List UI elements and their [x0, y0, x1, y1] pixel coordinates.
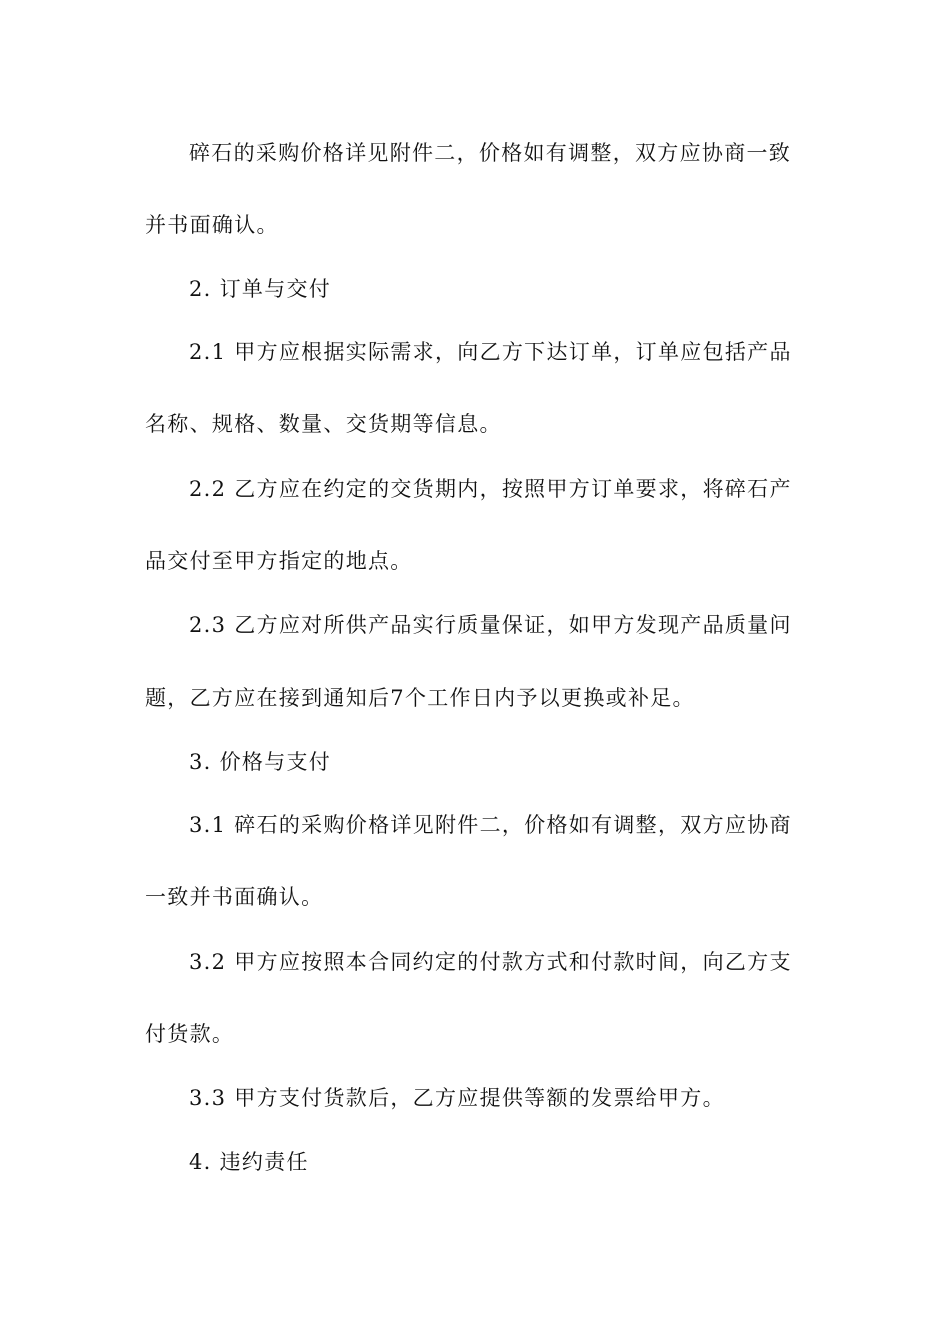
clause-2-3-line-1: 2.3 乙方应对所供产品实行质量保证，如甲方发现产品质量问: [189, 613, 792, 637]
paragraph-price-line-2: 并书面确认。: [145, 213, 279, 237]
section-heading-liability: 4. 违约责任: [189, 1150, 309, 1174]
clause-3-1-line-1: 3.1 碎石的采购价格详见附件二，价格如有调整，双方应协商: [189, 813, 792, 837]
clause-3-2-line-1: 3.2 甲方应按照本合同约定的付款方式和付款时间，向乙方支: [189, 950, 792, 974]
clause-2-2-line-1: 2.2 乙方应在约定的交货期内，按照甲方订单要求，将碎石产: [189, 477, 792, 501]
clause-3-1-line-2: 一致并书面确认。: [145, 885, 324, 909]
clause-3-3: 3.3 甲方支付货款后，乙方应提供等额的发票给甲方。: [189, 1086, 725, 1110]
clause-3-2-line-2: 付货款。: [145, 1022, 235, 1046]
clause-2-3-line-2: 题，乙方应在接到通知后7个工作日内予以更换或补足。: [145, 686, 695, 710]
clause-2-1-line-1: 2.1 甲方应根据实际需求，向乙方下达订单，订单应包括产品: [189, 340, 792, 364]
section-heading-order-delivery: 2. 订单与交付: [189, 277, 332, 301]
clause-2-2-line-2: 品交付至甲方指定的地点。: [145, 549, 413, 573]
clause-2-1-line-2: 名称、规格、数量、交货期等信息。: [145, 412, 502, 436]
paragraph-price-line-1: 碎石的采购价格详见附件二，价格如有调整，双方应协商一致: [189, 141, 792, 165]
section-heading-price-payment: 3. 价格与支付: [189, 750, 332, 774]
